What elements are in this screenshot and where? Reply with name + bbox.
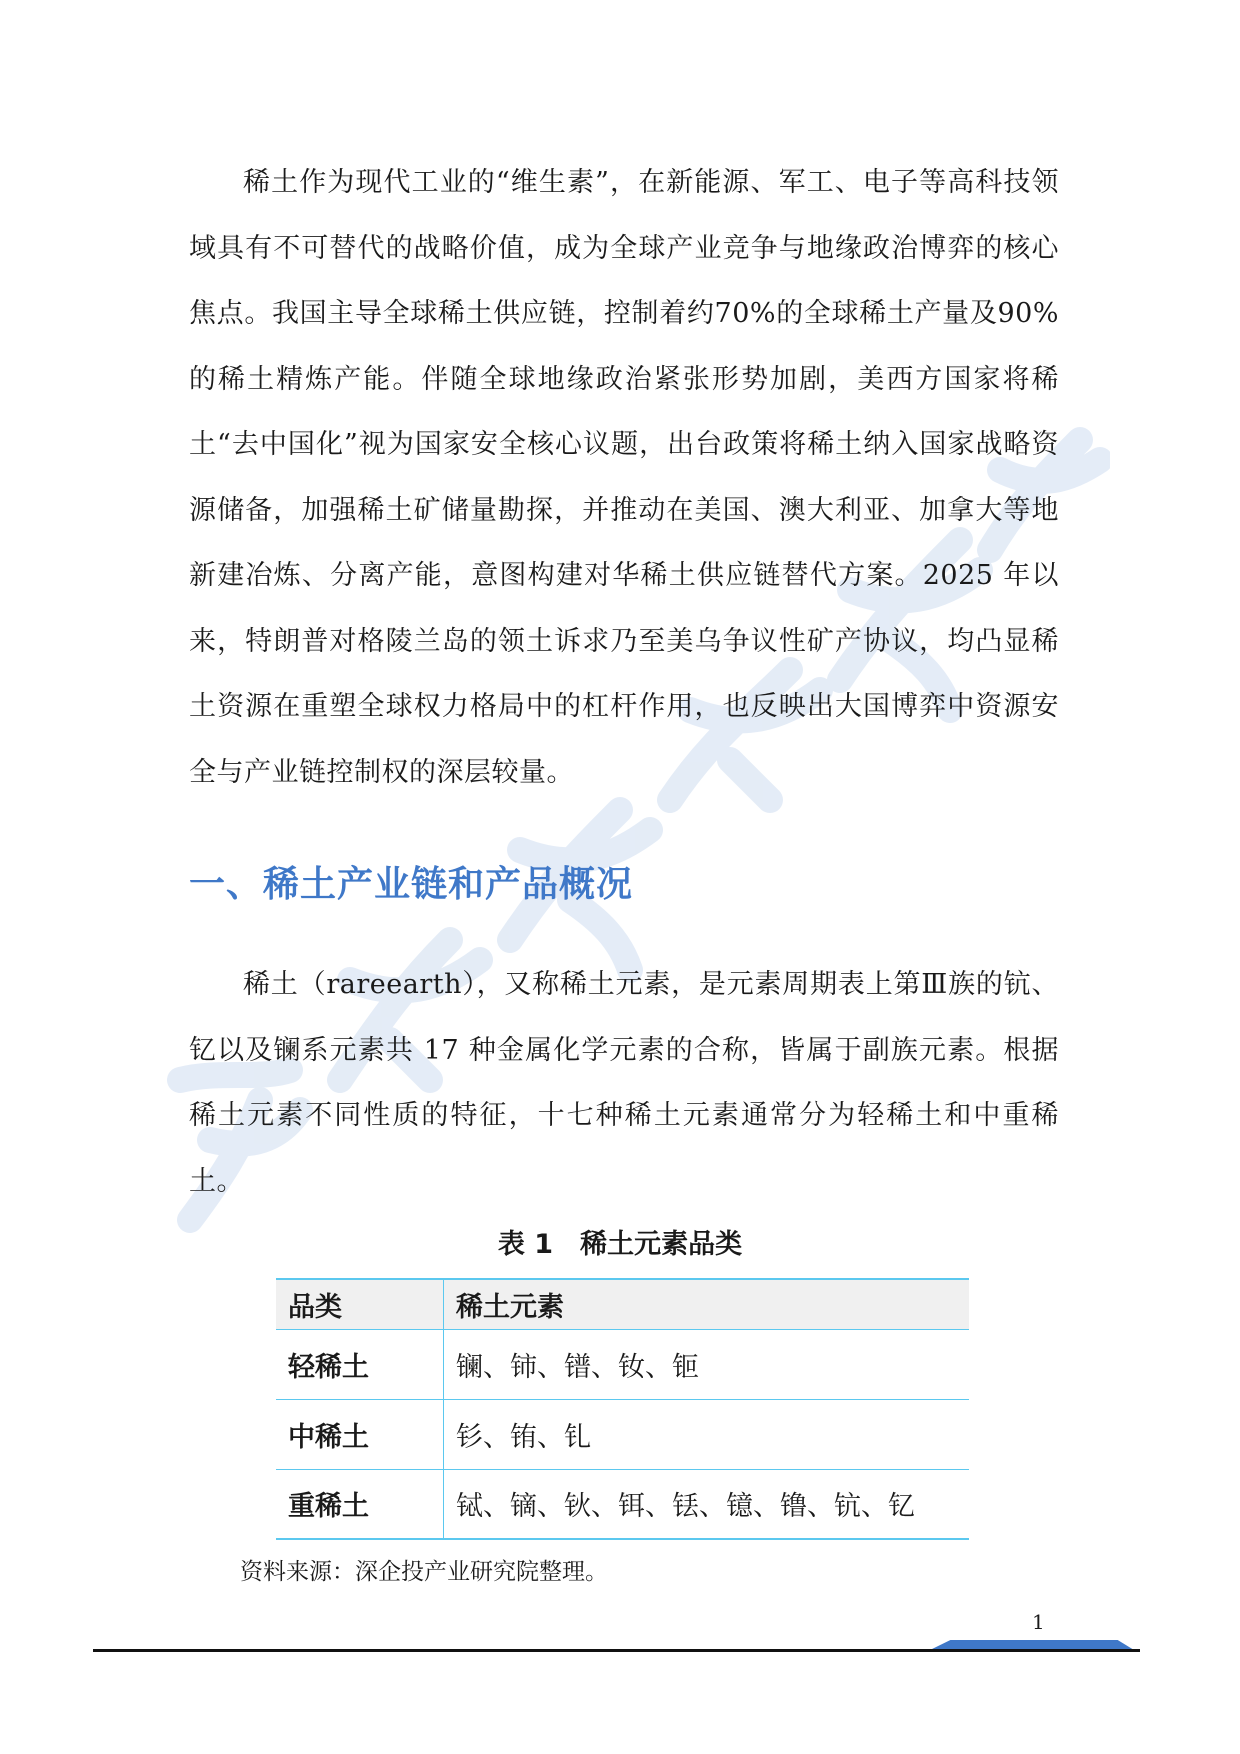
page-number: 1 (1032, 1610, 1045, 1634)
row-elements: 镧、铈、镨、钕、钷 (456, 1351, 699, 1383)
table-row (276, 1469, 969, 1539)
section-heading: 一、稀土产业链和产品概况 (189, 864, 634, 905)
header-category: 品类 (276, 1279, 444, 1329)
header-elements: 稀土元素 (456, 1291, 564, 1323)
definition-paragraph: 稀土（rareearth），又称稀土元素，是元素周期表上第Ⅲ族的钪、钇以及镧系元素共 17 种金属化学元素的合称，皆属于副族元素。根据稀土元素不同性质的特征，十七种稀土元素通常分为轻稀土和中重稀土。 (189, 969, 1059, 1197)
table-row (276, 1329, 969, 1399)
row-elements: 钐、铕、钆 (456, 1421, 591, 1453)
rare-earth-table (276, 1278, 969, 1540)
row-elements: 铽、镝、钬、铒、铥、镱、镥、钪、钇 (456, 1491, 915, 1523)
source-note: 资料来源：深企投产业研究院整理。 (240, 1559, 608, 1585)
row-category: 轻稀土 (276, 1329, 444, 1399)
table-title: 表 1 稀土元素品类 (497, 1229, 743, 1260)
row-category: 中稀土 (276, 1399, 444, 1469)
intro-paragraph: 稀土作为现代工业的“维生素”，在新能源、军工、电子等高科技领域具有不可替代的战略价值，成为全球产业竞争与地缘政治博弈的核心焦点。我国主导全球稀土供应链，控制着约70%的全球稀土产量及90%的稀土精炼产能。伴随全球地缘政治紧张形势加剧，美西方国家将稀土“去中国化”视为国家安全核心议题，出台政策将稀土纳入国家战略资源储备，加强稀土矿储量勘探，并推动在美国、澳大利亚、加拿大等地新建冶炼、分离产能，意图构建对华稀土供应链替代方案。2025 年以来，特朗普对格陵兰岛的领土诉求乃至美乌争议性矿产协议，均凸显稀土资源在重塑全球权力格局中的杠杆作用，也反映出大国博弈中资源安全与产业链控制权的深层较量。 (189, 167, 1059, 788)
footer-divider (93, 1649, 1140, 1652)
row-category: 重稀土 (276, 1469, 444, 1539)
table-header-row (276, 1279, 969, 1329)
table-row (276, 1399, 969, 1469)
